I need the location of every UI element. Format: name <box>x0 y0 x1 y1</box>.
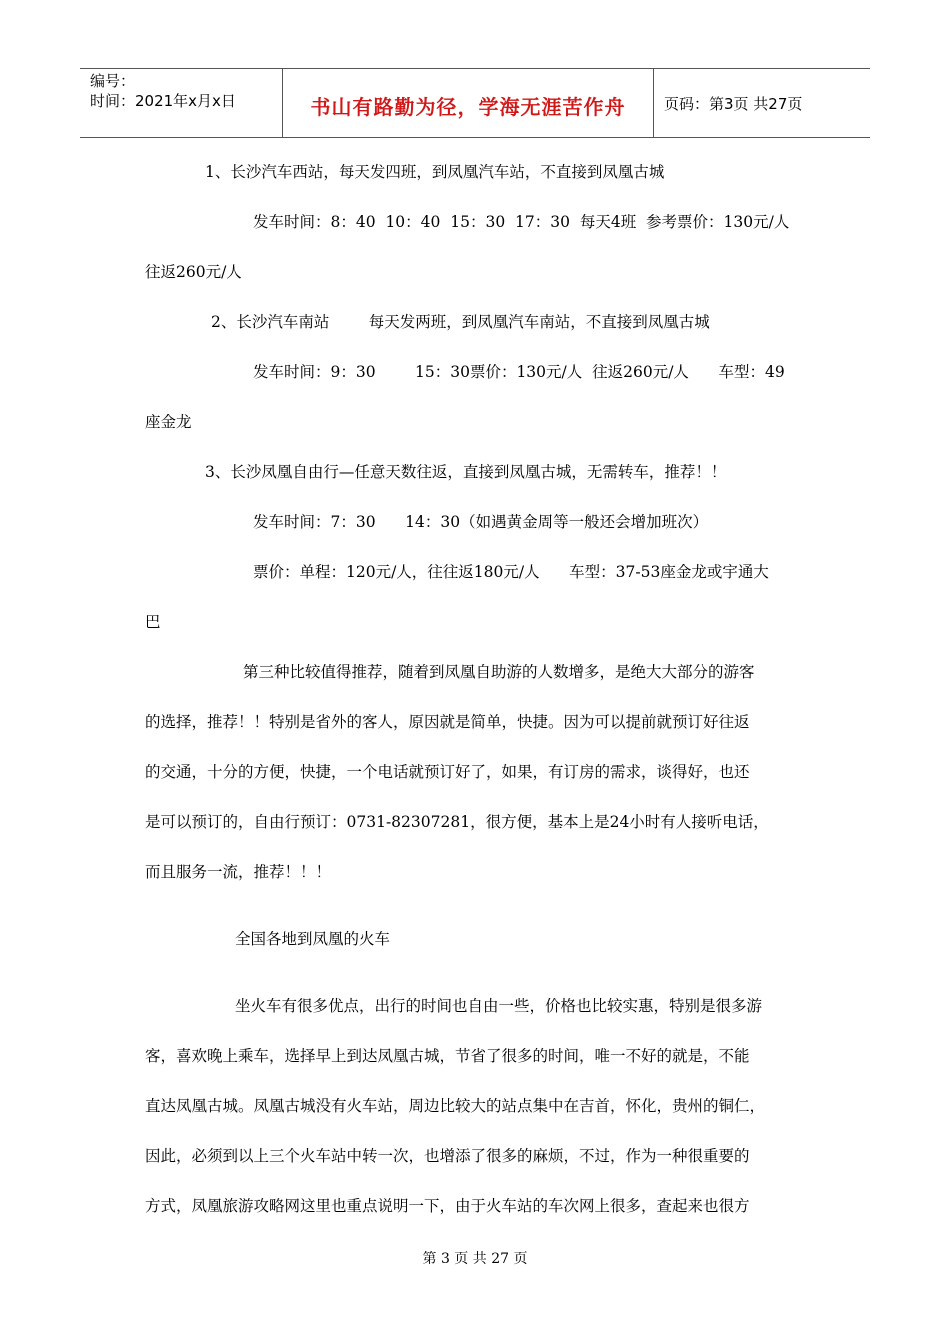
body-line: 方式，凤凰旅游攻略网这里也重点说明一下，由于火车站的车次网上很多，查起来也很方 <box>145 1197 750 1215</box>
document-number-label: 编号： <box>90 72 136 90</box>
section-heading: 全国各地到凤凰的火车 <box>235 930 391 948</box>
body-line: 发车时间：8：40 10：40 15：30 17：30 每天4班 参考票价：130元/人 <box>253 213 790 231</box>
body-line: 1、长沙汽车西站，每天发四班，到凤凰汽车站，不直接到凤凰古城 <box>205 163 665 181</box>
body-line: 票价：单程：120元/人，往往返180元/人 车型：37-53座金龙或宇通大 <box>253 563 769 581</box>
header-motto: 书山有路勤为径，学海无涯苦作舟 <box>310 95 626 119</box>
body-line: 发车时间：9：30 15：30票价：130元/人 往返260元/人 车型：49 <box>253 363 785 381</box>
body-line: 坐火车有很多优点，出行的时间也自由一些，价格也比较实惠，特别是很多游 <box>235 997 763 1015</box>
header-meta <box>80 69 283 137</box>
document-time-label: 时间：2021年x月x日 <box>90 92 236 110</box>
body-line: 的交通，十分的方便，快捷，一个电话就预订好了，如果，有订房的需求，谈得好，也还 <box>145 763 750 781</box>
page-footer: 第 3 页 共 27 页 <box>422 1251 528 1267</box>
body-line: 是可以预订的，自由行预订：0731-82307281，很方便，基本上是24小时有人接听电话， <box>145 813 769 831</box>
header-page-cell <box>654 69 870 137</box>
document-header <box>80 68 870 138</box>
body-line: 2、长沙汽车南站 每天发两班，到凤凰汽车南站，不直接到凤凰古城 <box>211 313 710 331</box>
body-line: 3、长沙凤凰自由行—任意天数往返，直接到凤凰古城，无需转车，推荐！！ <box>205 463 727 481</box>
body-line: 第三种比较值得推荐，随着到凤凰自助游的人数增多，是绝大大部分的游客 <box>243 663 755 681</box>
body-line: 发车时间：7：30 14：30（如遇黄金周等一般还会增加班次） <box>253 513 709 531</box>
body-line: 巴 <box>145 613 161 631</box>
body-line: 座金龙 <box>145 413 192 431</box>
body-line: 往返260元/人 <box>145 263 242 281</box>
header-motto-cell <box>283 69 654 137</box>
body-line: 客，喜欢晚上乘车，选择早上到达凤凰古城，节省了很多的时间，唯一不好的就是，不能 <box>145 1047 750 1065</box>
body-line: 因此，必须到以上三个火车站中转一次，也增添了很多的麻烦，不过，作为一种很重要的 <box>145 1147 750 1165</box>
body-line: 而且服务一流，推荐！！！ <box>145 863 332 881</box>
body-line: 直达凤凰古城。凤凰古城没有火车站，周边比较大的站点集中在吉首，怀化，贵州的铜仁， <box>145 1097 766 1115</box>
body-line: 的选择，推荐！！特别是省外的客人，原因就是简单，快捷。因为可以提前就预订好往返 <box>145 713 750 731</box>
header-page-info: 页码：第3页 共27页 <box>664 95 803 113</box>
